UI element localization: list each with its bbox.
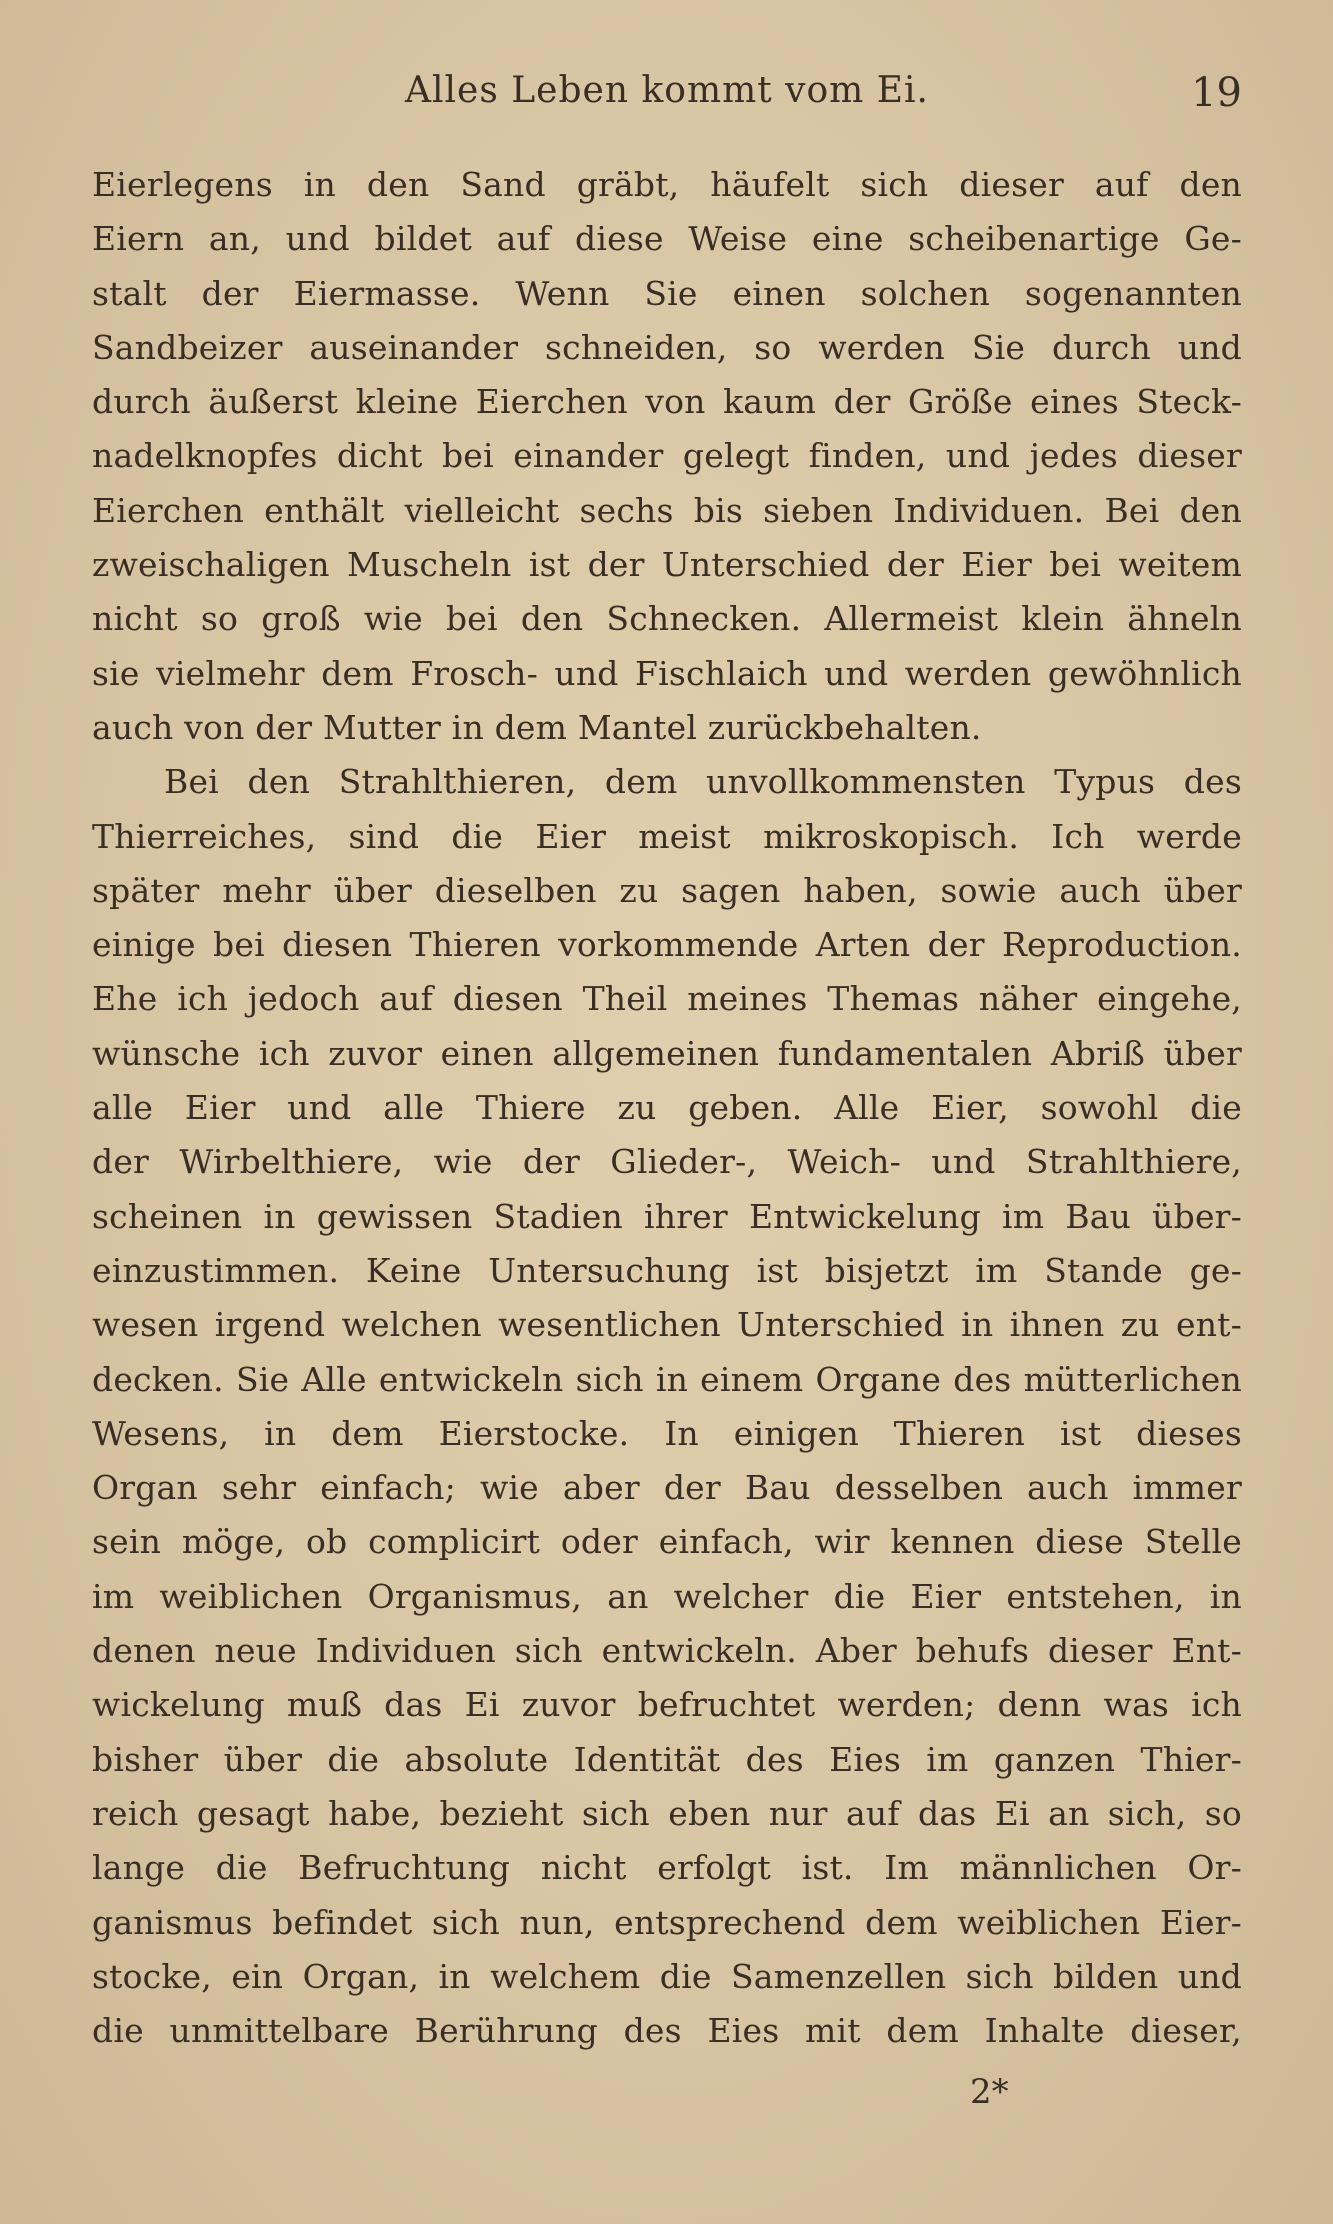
running-title: Alles Leben kommt vom Ei.: [405, 70, 929, 111]
text-line: einzustimmen. Keine Untersuchung ist bisjetzt im Stande ge-: [92, 1250, 1242, 1290]
text-line: Eierlegens in den Sand gräbt, häufelt sich dieser auf den: [92, 165, 1242, 204]
paragraph-end-line: auch von der Mutter in dem Mantel zurückbehalten.: [92, 707, 982, 747]
text-line: die unmittelbare Berührung des Eies mit dem Inhalte dieser,: [92, 2011, 1242, 2051]
text-line: reich gesagt habe, bezieht sich eben nur auf das Ei an sich, so: [92, 1793, 1242, 1833]
text-line: durch äußerst kleine Eierchen von kaum der Größe eines Steck-: [92, 382, 1242, 422]
text-line: sie vielmehr dem Frosch- und Fischlaich und werden gewöhnlich: [92, 653, 1242, 693]
text-line: Eiern an, und bildet auf diese Weise eine scheibenartige Ge-: [92, 219, 1242, 259]
text-line: Thierreiches, sind die Eier meist mikroskopisch. Ich werde: [92, 816, 1242, 856]
text-line: ganismus befindet sich nun, entsprechend dem weiblichen Eier-: [92, 1902, 1242, 1942]
printer-signature-mark: 2*: [970, 2072, 1009, 2112]
text-line: bisher über die absolute Identität des Eies im ganzen Thier-: [92, 1739, 1242, 1779]
text-line: Ehe ich jedoch auf diesen Theil meines Themas näher eingehe,: [92, 979, 1242, 1019]
text-line: scheinen in gewissen Stadien ihrer Entwickelung im Bau über-: [92, 1196, 1242, 1236]
text-line: Wesens, in dem Eierstocke. In einigen Thieren ist dieses: [92, 1413, 1242, 1453]
text-line: stocke, ein Organ, in welchem die Samenzellen sich bilden und: [92, 1956, 1242, 1996]
text-line: lange die Befruchtung nicht erfolgt ist. Im männlichen Or-: [92, 1848, 1242, 1888]
text-line: nadelknopfes dicht bei einander gelegt finden, und jedes dieser: [92, 436, 1242, 476]
page-header: [92, 70, 1242, 126]
text-line: der Wirbelthiere, wie der Glieder-, Weich- und Strahlthiere,: [92, 1142, 1242, 1182]
text-line: wickelung muß das Ei zuvor befruchtet werden; denn was ich: [92, 1685, 1242, 1725]
paragraph-first-line: Bei den Strahlthieren, dem unvollkommensten Typus des: [164, 762, 1242, 802]
text-line: Eierchen enthält vielleicht sechs bis sieben Individuen. Bei den: [92, 490, 1242, 530]
text-line: denen neue Individuen sich entwickeln. Aber behufs dieser Ent-: [92, 1631, 1242, 1671]
text-line: alle Eier und alle Thiere zu geben. Alle Eier, sowohl die: [92, 1088, 1242, 1128]
text-line: decken. Sie Alle entwickeln sich in einem Organe des mütterlichen: [92, 1359, 1242, 1399]
page-number: 19: [1191, 70, 1242, 116]
text-line: Sandbeizer auseinander schneiden, so werden Sie durch und: [92, 327, 1242, 367]
text-line: wünsche ich zuvor einen allgemeinen fundamentalen Abriß über: [92, 1033, 1242, 1073]
text-line: später mehr über dieselben zu sagen haben, sowie auch über: [92, 870, 1242, 910]
text-line: stalt der Eiermasse. Wenn Sie einen solchen sogenannten: [92, 273, 1242, 313]
text-line: im weiblichen Organismus, an welcher die Eier entstehen, in: [92, 1576, 1242, 1616]
text-line: nicht so groß wie bei den Schnecken. Allermeist klein ähneln: [92, 599, 1242, 639]
text-line: Organ sehr einfach; wie aber der Bau desselben auch immer: [92, 1468, 1242, 1508]
text-line: einige bei diesen Thieren vorkommende Arten der Reproduction.: [92, 925, 1242, 965]
text-line: sein möge, ob complicirt oder einfach, wir kennen diese Stelle: [92, 1522, 1242, 1562]
body-text: [92, 158, 1242, 2058]
text-line: wesen irgend welchen wesentlichen Unterschied in ihnen zu ent-: [92, 1305, 1242, 1345]
text-line: zweischaligen Muscheln ist der Unterschied der Eier bei weitem: [92, 545, 1242, 585]
